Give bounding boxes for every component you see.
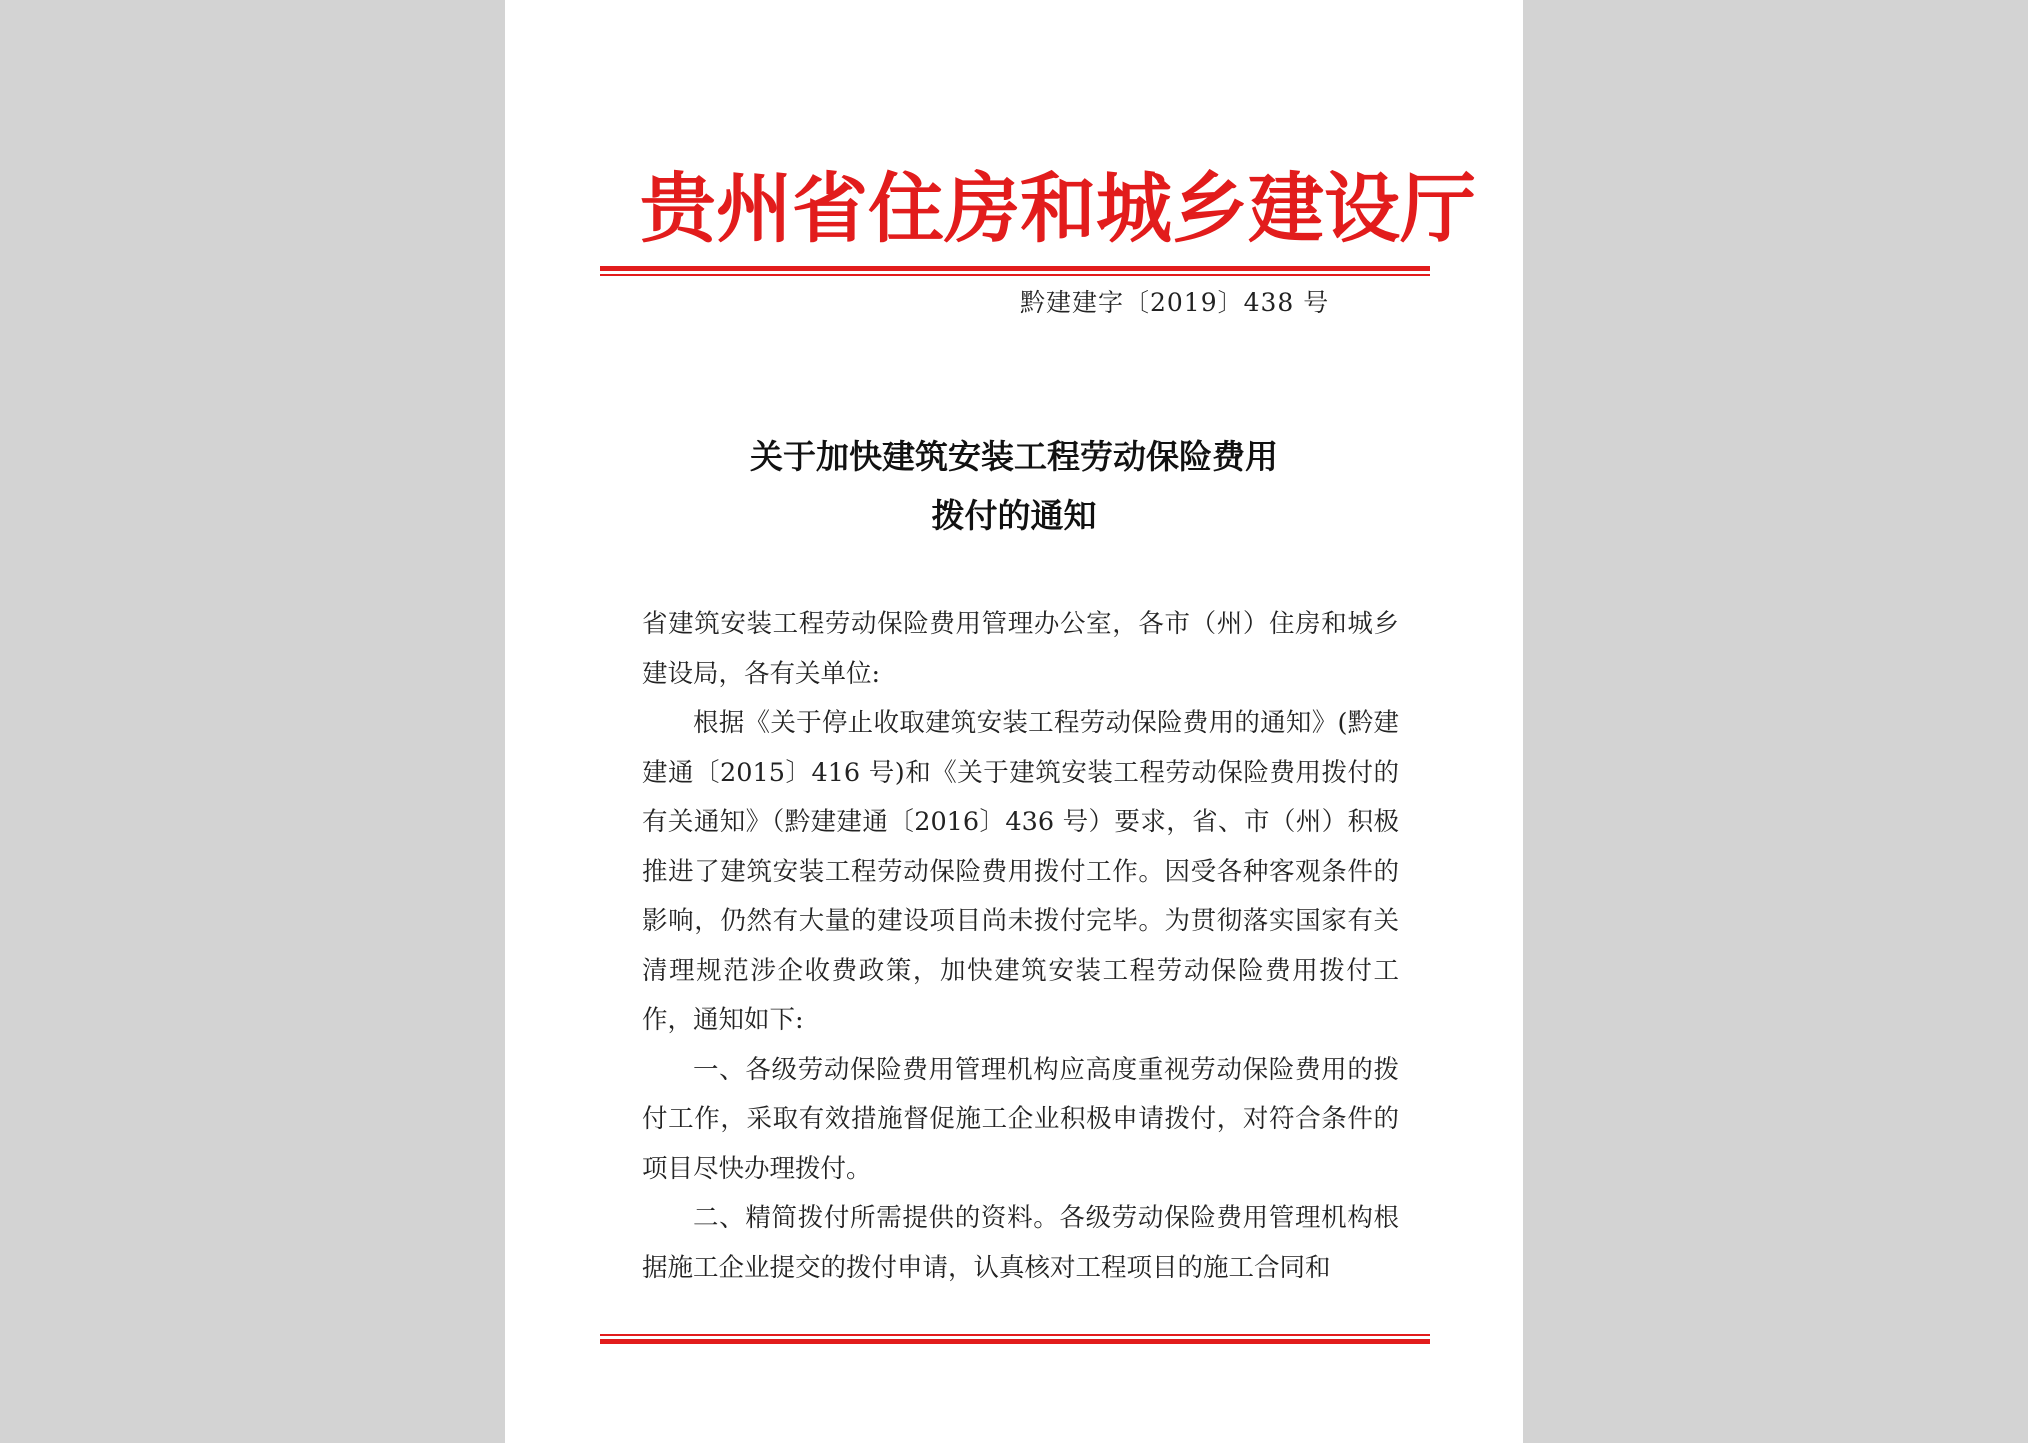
body-paragraph-3: 二、精简拨付所需提供的资料。各级劳动保险费用管理机构根据施工企业提交的拨付申请，认真核对工程项目的施工合同和 — [642, 1203, 1399, 1283]
footer-red-rule — [600, 1334, 1430, 1344]
letterhead-char: 房 — [944, 164, 1020, 253]
letterhead-char: 设 — [1324, 164, 1400, 253]
body-paragraph-1: 根据《关于停止收取建筑安装工程劳动保险费用的通知》(黔建建通〔2015〕416 号)和《关于建筑安装工程劳动保险费用拨付的有关通知》（黔建建通〔2016〕436 号）要求，省、市（州）积极推进了建筑安装工程劳动保险费用拨付工作。因受各种客观条件的影响，仍然有大量的建设项目尚未拨付完毕。为贯彻落实国家有关清理规范涉企收费政策，加快建筑安装工程劳动保险费用拨付工作，通知如下: — [642, 708, 1399, 1035]
letterhead-char: 州 — [716, 164, 792, 253]
document-title-line-2: 拨付的通知 — [931, 496, 1097, 535]
document-number: 黔建建字〔2019〕438 号 — [1020, 288, 1330, 317]
document-page — [505, 0, 1523, 1443]
letterhead-char: 厅 — [1400, 164, 1476, 253]
document-title-line-1: 关于加快建筑安装工程劳动保险费用 — [750, 437, 1278, 476]
body-paragraph-2: 一、各级劳动保险费用管理机构应高度重视劳动保险费用的拨付工作，采取有效措施督促施工企业积极申请拨付，对符合条件的项目尽快办理拨付。 — [642, 1054, 1399, 1184]
letterhead-char: 住 — [868, 164, 944, 253]
letterhead-agency-name — [640, 163, 1476, 255]
letterhead-char: 和 — [1020, 164, 1096, 253]
document-body — [642, 600, 1399, 1293]
letterhead-char: 建 — [1248, 164, 1324, 253]
letterhead-red-rule — [600, 266, 1430, 276]
letterhead-char: 城 — [1096, 164, 1172, 253]
letterhead-char: 乡 — [1172, 164, 1248, 253]
letterhead-char: 省 — [792, 164, 868, 253]
letterhead-char: 贵 — [640, 164, 716, 253]
addressee-paragraph: 省建筑安装工程劳动保险费用管理办公室，各市（州）住房和城乡建设局，各有关单位: — [642, 609, 1399, 689]
